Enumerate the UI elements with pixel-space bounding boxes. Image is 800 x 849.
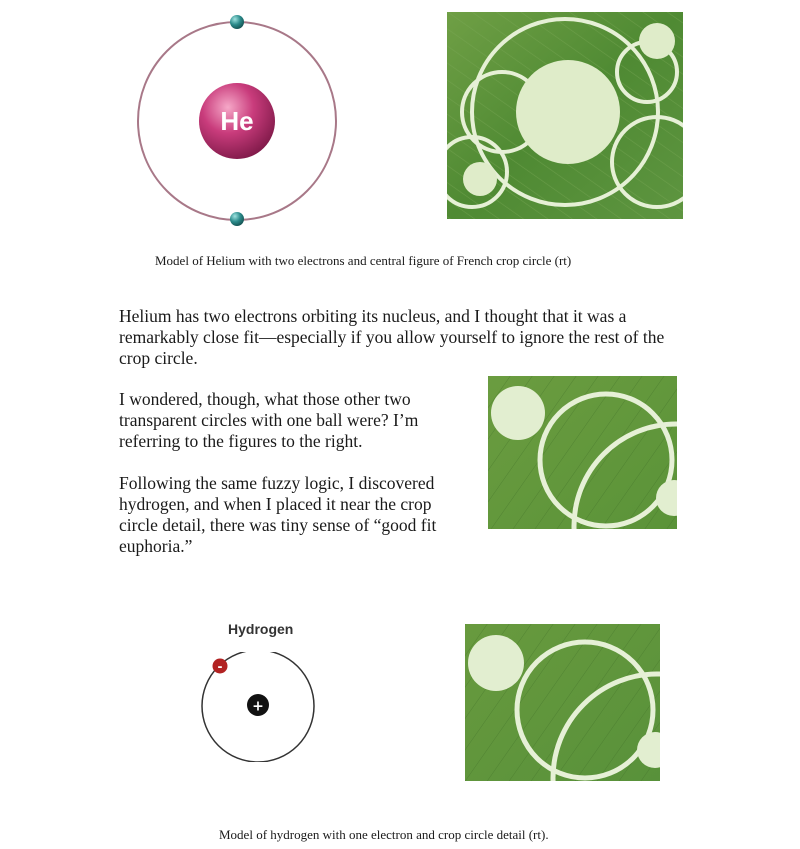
electron-sign: -	[217, 659, 223, 674]
paragraph-2-text: I wondered, though, what those other two transparent circles with one ball were? I’m referring to the figures to the right.	[119, 389, 419, 451]
crop-circle-photo-1	[447, 12, 683, 219]
paragraph-3-text: Following the same fuzzy logic, I discovered hydrogen, and when I placed it near the crop circle detail, there was tiny sense of “good fit euphoria.”	[119, 473, 437, 556]
paragraph-1	[119, 306, 685, 369]
crop-circle-photo-2	[488, 376, 677, 529]
paragraph-1-text: Helium has two electrons orbiting its nucleus, and I thought that it was a remarkably close fit—especially if you allow yourself to ignore the rest of the crop circle.	[119, 306, 665, 368]
helium-atom-diagram	[130, 10, 345, 230]
hydrogen-title: Hydrogen	[228, 621, 294, 637]
hydrogen-model-figure	[198, 652, 323, 762]
nucleus-sign: +	[252, 698, 264, 715]
electron-bottom	[230, 212, 244, 226]
paragraph-2	[119, 389, 454, 452]
electron-top	[230, 15, 244, 29]
paragraph-3	[119, 473, 454, 557]
helium-model-figure	[130, 10, 345, 230]
figure2-caption: Model of hydrogen with one electron and crop circle detail (rt).	[219, 827, 549, 842]
crop-circle-photo-3	[465, 624, 660, 781]
figure1-caption: Model of Helium with two electrons and central figure of French crop circle (rt)	[155, 253, 572, 268]
helium-symbol: He	[220, 106, 254, 136]
hydrogen-atom-diagram	[198, 652, 323, 762]
